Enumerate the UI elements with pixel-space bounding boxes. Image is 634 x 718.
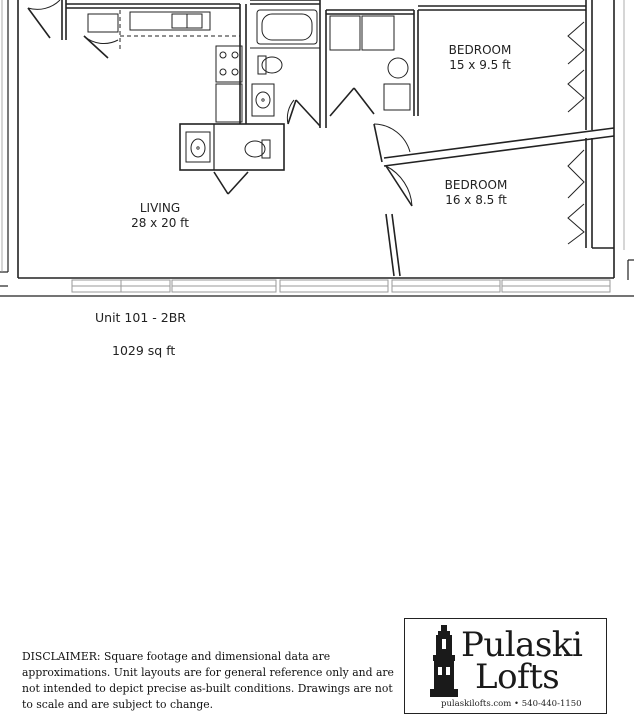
room-label-living	[110, 201, 210, 231]
stove-icon	[216, 46, 242, 122]
disclaimer-text: Square footage and dimensional data are approximations. Unit layouts are for general reference only and are not intended to depict precise as-built conditions. Drawings are not to scale and are subject to change.	[22, 650, 394, 711]
room-label-bedroom-2	[426, 178, 526, 208]
room-name: BEDROOM	[448, 43, 512, 57]
closet	[326, 10, 418, 116]
phone-number: 540-440-1150	[521, 699, 582, 709]
logo-word-pulaski: Pulaski	[461, 625, 583, 665]
bathroom-1-door-swing	[287, 100, 320, 126]
logo-contact	[441, 699, 582, 709]
room-dimensions: 15 x 9.5 ft	[449, 58, 511, 72]
unit-name: Unit 101 - 2BR	[95, 310, 186, 325]
window	[280, 280, 388, 292]
logo-word-lofts: Lofts	[475, 657, 560, 697]
bathroom-2	[180, 124, 284, 170]
room-dimensions: 16 x 8.5 ft	[445, 193, 507, 207]
unit-area: 1029 sq ft	[112, 343, 176, 358]
bedroom-2-door-swing	[386, 166, 412, 276]
toilet-icon	[258, 56, 282, 74]
bedroom-divider-wall	[384, 128, 614, 166]
closet-door-swing	[330, 88, 374, 116]
window	[392, 280, 500, 292]
closet-door-swing	[84, 36, 118, 58]
disclaimer	[22, 649, 394, 713]
floor-plan	[0, 0, 634, 300]
window	[72, 280, 170, 292]
room-dimensions: 28 x 20 ft	[131, 216, 189, 230]
bottom-exterior-wall	[0, 250, 634, 296]
room-name: BEDROOM	[444, 178, 508, 192]
toilet-icon	[245, 140, 270, 158]
disclaimer-heading: DISCLAIMER:	[22, 650, 101, 663]
sink-icon	[252, 84, 274, 116]
kitchen-counter	[66, 4, 246, 124]
window	[172, 280, 276, 292]
contact-separator: •	[514, 699, 520, 709]
left-exterior-wall	[0, 0, 18, 286]
entry-door-swing	[28, 0, 66, 40]
bathroom-1	[250, 0, 326, 128]
room-name: LIVING	[139, 201, 181, 215]
website-link[interactable]: pulaskilofts.com	[441, 699, 512, 709]
window	[502, 280, 610, 292]
pulaski-lofts-logo	[404, 618, 607, 714]
room-label-bedroom-1	[430, 43, 530, 73]
tower-icon	[427, 625, 461, 699]
bathroom-2-door-swing	[214, 172, 248, 194]
